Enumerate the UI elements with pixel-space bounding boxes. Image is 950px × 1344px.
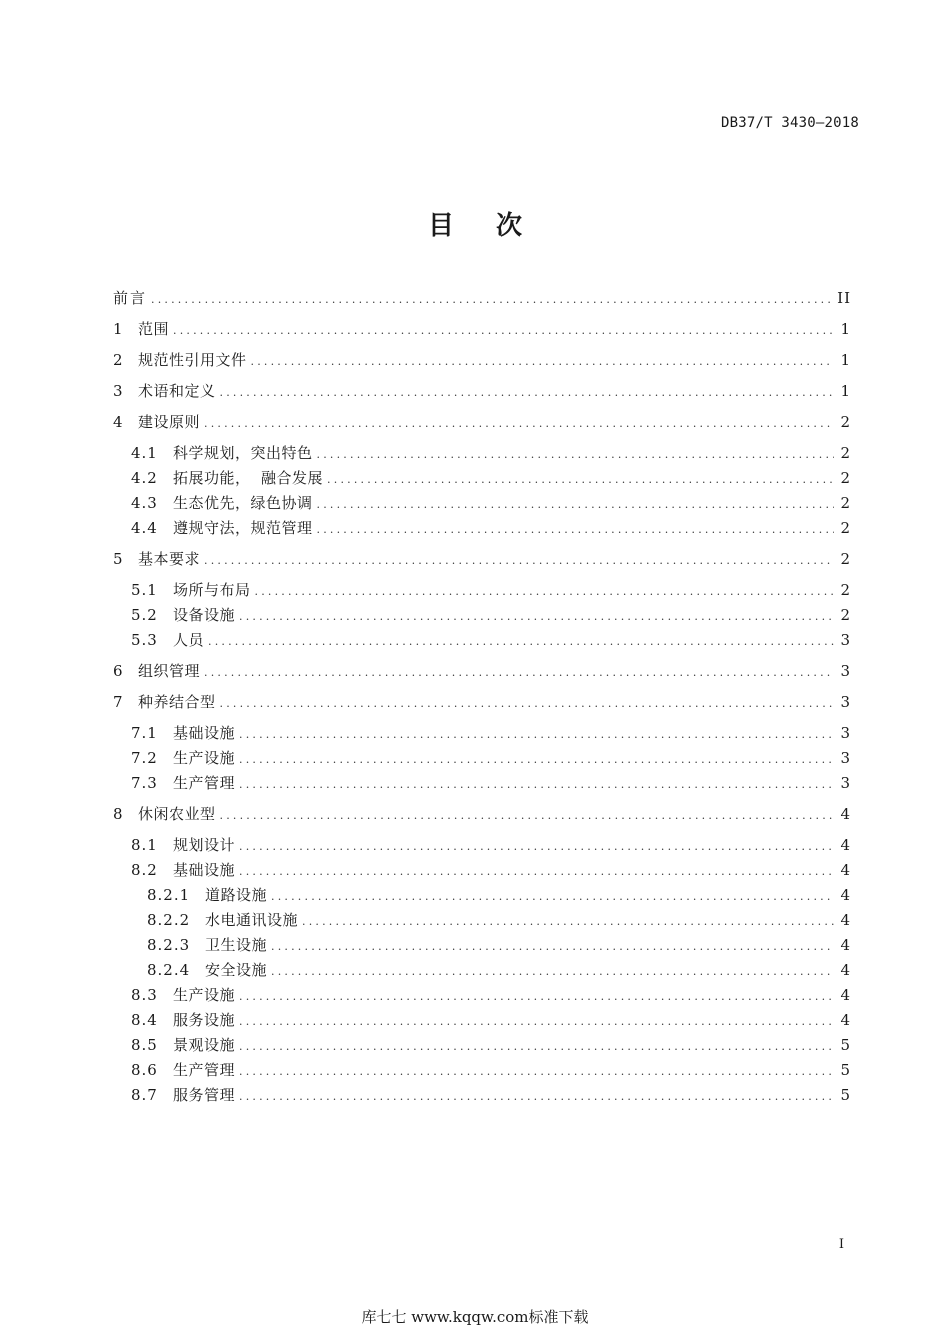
toc-entry-page: 1 bbox=[840, 320, 851, 338]
toc-entry-number: 3 bbox=[113, 382, 124, 400]
dot-leader bbox=[251, 351, 835, 373]
toc-subentry[interactable] bbox=[131, 984, 851, 1006]
toc-entry-page: 3 bbox=[840, 724, 851, 742]
toc-entry-page: 4 bbox=[840, 961, 851, 979]
toc-entry-page: 5 bbox=[840, 1086, 851, 1104]
toc-entry-label: 服务管理 bbox=[173, 1086, 236, 1104]
toc-subentry[interactable] bbox=[131, 834, 851, 856]
dot-leader bbox=[317, 494, 835, 516]
toc-entry-page: 2 bbox=[840, 469, 851, 487]
dot-leader bbox=[220, 382, 835, 404]
toc-entry-number: 2 bbox=[113, 351, 124, 369]
toc-entry-number: 7.1 bbox=[131, 724, 158, 742]
footer-watermark: 库七七 www.kqqw.com标准下载 bbox=[361, 1308, 589, 1326]
toc-entry[interactable] bbox=[113, 691, 851, 713]
toc-entry-label: 景观设施 bbox=[173, 1036, 236, 1054]
dot-leader bbox=[327, 469, 834, 491]
toc-entry-number: 8.6 bbox=[131, 1061, 158, 1079]
dot-leader bbox=[239, 1011, 834, 1033]
toc-entry-label: 设备设施 bbox=[173, 606, 236, 624]
toc-entry[interactable] bbox=[113, 548, 851, 570]
toc-entry-label: 人员 bbox=[173, 631, 205, 649]
toc-entry-label: 组织管理 bbox=[138, 662, 201, 680]
dot-leader bbox=[302, 911, 834, 933]
toc-entry[interactable] bbox=[113, 318, 851, 340]
toc-entry[interactable] bbox=[113, 380, 851, 402]
toc-entry-number: 8.7 bbox=[131, 1086, 158, 1104]
toc-entry-page: 2 bbox=[840, 444, 851, 462]
toc-subentry[interactable] bbox=[131, 1059, 851, 1081]
toc-entry-label: 术语和定义 bbox=[138, 382, 216, 400]
dot-leader bbox=[239, 1036, 834, 1058]
document-code: DB37/T 3430—2018 bbox=[720, 115, 859, 131]
toc-subentry[interactable] bbox=[131, 1034, 851, 1056]
title-char: 次 bbox=[496, 211, 523, 241]
dot-leader bbox=[220, 805, 835, 827]
toc-entry-label: 安全设施 bbox=[205, 961, 268, 979]
toc-subsubentry[interactable] bbox=[147, 934, 851, 956]
toc-entry-page: 2 bbox=[840, 606, 851, 624]
toc-entry[interactable] bbox=[113, 803, 851, 825]
toc-entry-number: 4 bbox=[113, 413, 124, 431]
toc-entry-label: 基础设施 bbox=[173, 724, 236, 742]
dot-leader bbox=[204, 662, 834, 684]
toc-entry-page: 4 bbox=[840, 861, 851, 879]
toc-entry-label: 场所与布局 bbox=[173, 581, 251, 599]
toc-entry-number: 7 bbox=[113, 693, 124, 711]
dot-leader bbox=[239, 861, 834, 883]
toc-entry[interactable] bbox=[113, 660, 851, 682]
toc-entry-label: 道路设施 bbox=[205, 886, 268, 904]
toc-entry-page: 4 bbox=[840, 886, 851, 904]
toc-entry-label: 前言 bbox=[113, 289, 148, 307]
toc-subentry[interactable] bbox=[131, 722, 851, 744]
toc-entry-label: 规划设计 bbox=[173, 836, 236, 854]
toc-entry-label: 生产管理 bbox=[173, 1061, 236, 1079]
toc-entry-label: 生产设施 bbox=[173, 986, 236, 1004]
toc-entry-number: 1 bbox=[113, 320, 124, 338]
toc-subsubentry[interactable] bbox=[147, 909, 851, 931]
dot-leader bbox=[271, 936, 834, 958]
toc-entry-page: 2 bbox=[840, 581, 851, 599]
toc-subentry[interactable] bbox=[131, 604, 851, 626]
toc-subentry[interactable] bbox=[131, 492, 851, 514]
dot-leader bbox=[208, 631, 834, 653]
toc-entry-label: 卫生设施 bbox=[205, 936, 268, 954]
toc-entry-label: 基础设施 bbox=[173, 861, 236, 879]
dot-leader bbox=[204, 550, 834, 572]
toc-entry-page: 4 bbox=[840, 986, 851, 1004]
toc-entry-number: 8.2 bbox=[131, 861, 158, 879]
dot-leader bbox=[239, 774, 834, 796]
dot-leader bbox=[271, 886, 834, 908]
toc-entry-number: 5.2 bbox=[131, 606, 158, 624]
dot-leader bbox=[173, 320, 834, 342]
toc-subsubentry[interactable] bbox=[147, 884, 851, 906]
toc-entry-label: 范围 bbox=[138, 320, 170, 338]
toc-entry-label: 生产管理 bbox=[173, 774, 236, 792]
title-char: 目 bbox=[427, 211, 454, 241]
toc-entry-label: 休闲农业型 bbox=[138, 805, 216, 823]
toc-entry-page: 5 bbox=[840, 1036, 851, 1054]
toc-subentry[interactable] bbox=[131, 859, 851, 881]
toc-entry-label: 服务设施 bbox=[173, 1011, 236, 1029]
toc-entry-label: 科学规划，突出特色 bbox=[173, 444, 313, 462]
toc-entry-label: 种养结合型 bbox=[138, 693, 216, 711]
toc-entry-page: 4 bbox=[840, 911, 851, 929]
toc-entry-page: 3 bbox=[840, 662, 851, 680]
dot-leader bbox=[239, 749, 834, 771]
toc-subsubentry[interactable] bbox=[147, 959, 851, 981]
toc-subentry[interactable] bbox=[131, 629, 851, 651]
toc-entry-number: 8.4 bbox=[131, 1011, 158, 1029]
toc-entry-page: 4 bbox=[840, 936, 851, 954]
toc-subentry[interactable] bbox=[131, 517, 851, 539]
toc-subentry[interactable] bbox=[131, 747, 851, 769]
toc-entry-page: 3 bbox=[840, 749, 851, 767]
toc-entry-number: 4.3 bbox=[131, 494, 158, 512]
toc-entry-page: 1 bbox=[840, 351, 851, 369]
dot-leader bbox=[317, 444, 835, 466]
toc-entry-label: 规范性引用文件 bbox=[138, 351, 247, 369]
toc-entry-number: 8.2.4 bbox=[147, 961, 191, 979]
dot-leader bbox=[220, 693, 835, 715]
toc-entry-number: 4.2 bbox=[131, 469, 158, 487]
toc-entry-number: 5.3 bbox=[131, 631, 158, 649]
toc-entry-page: 2 bbox=[840, 494, 851, 512]
toc-entry-page: 1 bbox=[840, 382, 851, 400]
dot-leader bbox=[239, 1086, 834, 1108]
toc-entry-page: II bbox=[837, 289, 851, 307]
toc-entry-number: 7.3 bbox=[131, 774, 158, 792]
toc-subentry[interactable] bbox=[131, 772, 851, 794]
toc-subentry[interactable] bbox=[131, 1084, 851, 1106]
toc-entry-label: 水电通讯设施 bbox=[205, 911, 299, 929]
dot-leader bbox=[239, 836, 834, 858]
toc-entry[interactable] bbox=[113, 411, 851, 433]
toc-entry-number: 8.1 bbox=[131, 836, 158, 854]
toc-entry-page: 3 bbox=[840, 693, 851, 711]
toc-subentry[interactable] bbox=[131, 1009, 851, 1031]
toc-entry-label: 拓展功能， 融合发展 bbox=[173, 469, 324, 487]
dot-leader bbox=[255, 581, 835, 603]
toc-entry-page: 2 bbox=[840, 413, 851, 431]
toc-entry-page: 5 bbox=[840, 1061, 851, 1079]
toc-entry-number: 5.1 bbox=[131, 581, 158, 599]
toc-entry-number: 5 bbox=[113, 550, 124, 568]
toc-entry-number: 8.3 bbox=[131, 986, 158, 1004]
toc-entry-page: 2 bbox=[840, 550, 851, 568]
toc-entry-label: 生态优先，绿色协调 bbox=[173, 494, 313, 512]
dot-leader bbox=[239, 1061, 834, 1083]
toc-subentry[interactable] bbox=[131, 579, 851, 601]
toc-entry-number: 4.1 bbox=[131, 444, 158, 462]
toc-entry-number: 8.2.2 bbox=[147, 911, 191, 929]
toc-entry-label: 遵规守法，规范管理 bbox=[173, 519, 313, 537]
toc-entry-page: 4 bbox=[840, 805, 851, 823]
dot-leader bbox=[151, 289, 831, 311]
dot-leader bbox=[204, 413, 834, 435]
dot-leader bbox=[239, 724, 834, 746]
dot-leader bbox=[271, 961, 834, 983]
toc-entry-number: 8.5 bbox=[131, 1036, 158, 1054]
toc-entry-number: 4.4 bbox=[131, 519, 158, 537]
toc-entry-label: 生产设施 bbox=[173, 749, 236, 767]
toc-subentry[interactable] bbox=[131, 467, 851, 489]
toc-entry-page: 3 bbox=[840, 774, 851, 792]
toc-entry-page: 4 bbox=[840, 836, 851, 854]
dot-leader bbox=[317, 519, 835, 541]
toc-entry[interactable] bbox=[113, 349, 851, 371]
toc-entry-page: 4 bbox=[840, 1011, 851, 1029]
page-number: I bbox=[838, 1237, 844, 1252]
toc-entry-number: 8 bbox=[113, 805, 124, 823]
toc-entry-number: 8.2.3 bbox=[147, 936, 191, 954]
toc-entry-number: 7.2 bbox=[131, 749, 158, 767]
toc-entry-page: 2 bbox=[840, 519, 851, 537]
toc-entry-number: 8.2.1 bbox=[147, 886, 191, 904]
toc-subentry[interactable] bbox=[131, 442, 851, 464]
toc-entry-label: 建设原则 bbox=[138, 413, 201, 431]
toc-entry-number: 6 bbox=[113, 662, 124, 680]
toc-entry-label: 基本要求 bbox=[138, 550, 201, 568]
dot-leader bbox=[239, 986, 834, 1008]
toc-entry-page: 3 bbox=[840, 631, 851, 649]
toc-entry-foreword[interactable] bbox=[113, 287, 851, 309]
dot-leader bbox=[239, 606, 834, 628]
